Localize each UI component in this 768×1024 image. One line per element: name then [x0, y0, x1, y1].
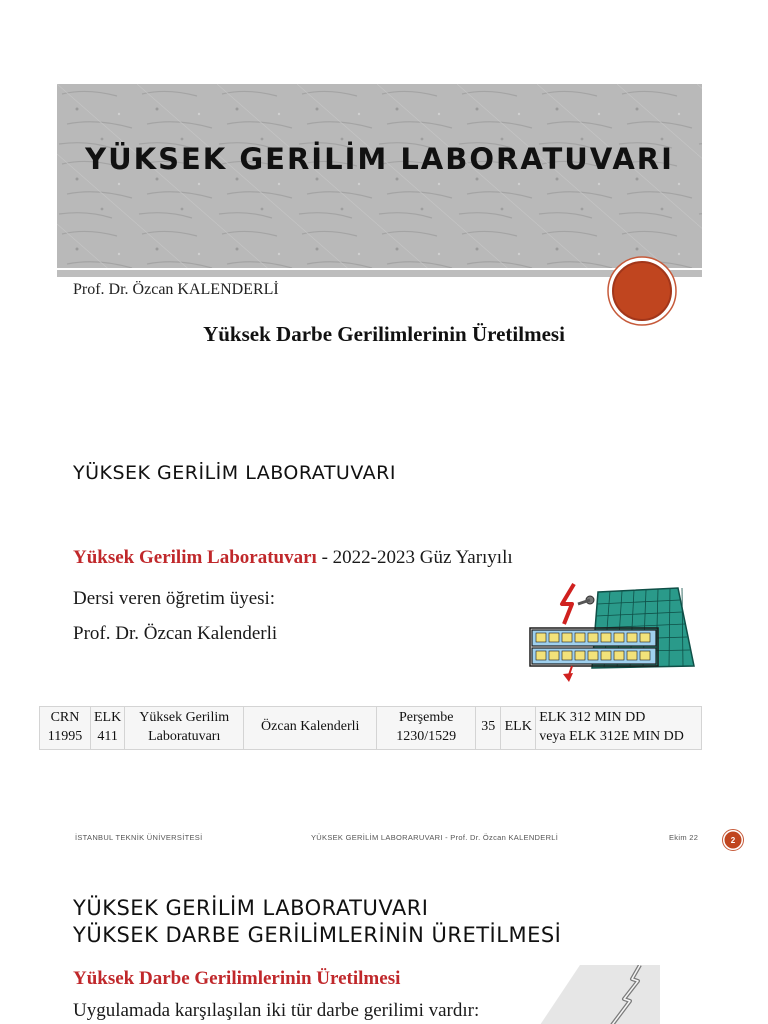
course-info-slide — [0, 400, 768, 870]
major-cell: ELK — [501, 707, 536, 750]
slide-heading-line2: YÜKSEK DARBE GERİLİMLERİNİN ÜRETİLMESİ — [73, 923, 562, 947]
course-link[interactable]: Yüksek Gerilim Laboratuvarı — [73, 547, 317, 568]
page-number: 2 — [730, 836, 736, 845]
capacity-cell: 35 — [476, 707, 501, 750]
lightning-photo-icon — [540, 965, 660, 1024]
banner-title: YÜKSEK GERİLİM LABORATUVARI — [85, 142, 674, 176]
instructor-label: Dersi veren öğretim üyesi: — [73, 588, 276, 609]
page-number-badge — [722, 829, 744, 851]
course-line — [73, 547, 513, 569]
slide-heading: YÜKSEK GERİLİM LABORATUVARI — [73, 462, 396, 484]
course-name-cell: Yüksek Gerilim Laboratuvarı — [125, 707, 244, 750]
instructor-name: Prof. Dr. Özcan Kalenderli — [73, 623, 278, 644]
semester-text: - 2022-2023 Güz Yarıyılı — [316, 547, 513, 568]
slide-subtitle: Yüksek Darbe Gerilimlerinin Üretilmesi — [203, 322, 565, 346]
instructor-cell: Özcan Kalenderli — [244, 707, 377, 750]
course-table — [39, 706, 702, 750]
footer-university: İSTANBUL TEKNİK ÜNİVERSİTESİ — [75, 833, 203, 842]
title-slide — [0, 0, 768, 400]
banner-texture — [57, 84, 702, 268]
body-text: Uygulamada karşılaşılan iki tür darbe gerilimi vardır: — [73, 1000, 480, 1021]
lightning-building-icon — [528, 580, 698, 685]
footer-date: Ekim 22 — [669, 833, 699, 842]
crn-cell: CRN 11995 — [40, 707, 91, 750]
circle-badge-icon — [607, 256, 677, 326]
prerequisite-cell: ELK 312 MIN DD veya ELK 312E MIN DD — [536, 707, 702, 750]
author-name: Prof. Dr. Özcan KALENDERLİ — [73, 281, 279, 298]
slide-heading-line1: YÜKSEK GERİLİM LABORATUVARI — [73, 896, 429, 920]
impulse-voltage-slide — [0, 870, 768, 1024]
slide-subheading: Yüksek Darbe Gerilimlerinin Üretilmesi — [73, 968, 401, 989]
title-banner — [57, 84, 702, 268]
table-row — [40, 707, 702, 750]
course-code-cell: ELK 411 — [91, 707, 125, 750]
footer-course-title: YÜKSEK GERİLİM LABORARUVARI - Prof. Dr. Özcan KALENDERLİ — [311, 833, 559, 842]
schedule-cell: Perşembe 1230/1529 — [377, 707, 476, 750]
divider-bar — [57, 270, 702, 277]
